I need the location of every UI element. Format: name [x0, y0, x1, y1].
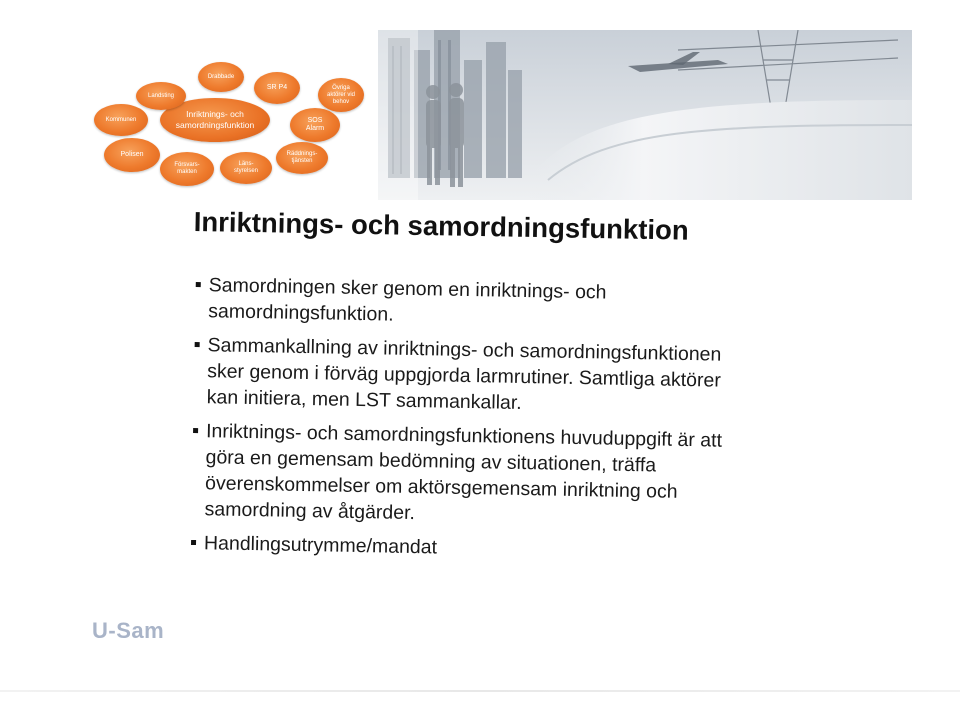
bullet-marker	[195, 342, 200, 347]
diagram-node-label: Kommunen	[105, 116, 137, 123]
diagram-node-landsting	[136, 82, 186, 110]
bullet-marker	[191, 540, 196, 545]
diagram-node-sr	[254, 72, 300, 104]
diagram-node-ovriga	[318, 78, 364, 112]
diagram-node-raddning	[276, 142, 328, 174]
bullet-item	[193, 332, 844, 422]
diagram-node-drabbade	[198, 62, 244, 92]
slide-title: Inriktnings- och samordningsfunktion	[193, 206, 689, 246]
diagram-node-label: SOS Alarm	[305, 117, 325, 132]
footer-divider	[0, 690, 960, 692]
diagram-node-label: Övriga aktörer vid behov	[326, 84, 355, 105]
diagram-node-label: SR P4	[266, 84, 288, 91]
diagram-node-label: Försvars-makten	[174, 162, 200, 175]
bullet-text: Samordningen sker genom en inriktnings- och samordningsfunktion.	[208, 274, 607, 326]
bullet-text: Sammankallning av inriktnings- och samordningsfunktionen sker genom i förväg uppgjorda larmrutiner. Samtliga aktörer kan initiera, men LST sammankallar.	[206, 334, 722, 414]
bullet-list	[191, 272, 846, 576]
diagram-node-label: Polisen	[120, 151, 144, 158]
diagram-node-label: Räddnings-tjänsten	[286, 151, 318, 164]
bullet-item	[191, 418, 843, 534]
diagram-node-label: Drabbade	[207, 73, 235, 80]
usam-logo: U-Sam	[92, 618, 165, 643]
bullet-item	[195, 272, 846, 336]
bullet-text: Inriktnings- och samordningsfunktionens huvuduppgift är att göra en gemensam bedömning av situationen, träffa överenskommelser om aktörsgemensam inriktning och samordning av åtgärder.	[204, 420, 723, 525]
diagram-node-label: Landsting	[147, 92, 175, 99]
bullet-marker	[193, 428, 198, 433]
diagram-node-kommunen	[94, 104, 148, 136]
diagram-node-forsvars	[160, 152, 214, 186]
diagram-node-lans	[220, 152, 272, 184]
header-photo	[378, 30, 912, 200]
diagram-node-sos	[290, 108, 340, 142]
actor-diagram	[80, 60, 380, 190]
bullet-marker	[196, 282, 201, 287]
diagram-center-label: Inriktnings- och samordningsfunktion	[175, 109, 255, 130]
diagram-node-label: Läns-styrelsen	[233, 161, 258, 174]
bullet-item	[191, 530, 841, 568]
diagram-node-polisen	[104, 138, 160, 172]
bullet-text: Handlingsutrymme/mandat	[203, 532, 438, 559]
